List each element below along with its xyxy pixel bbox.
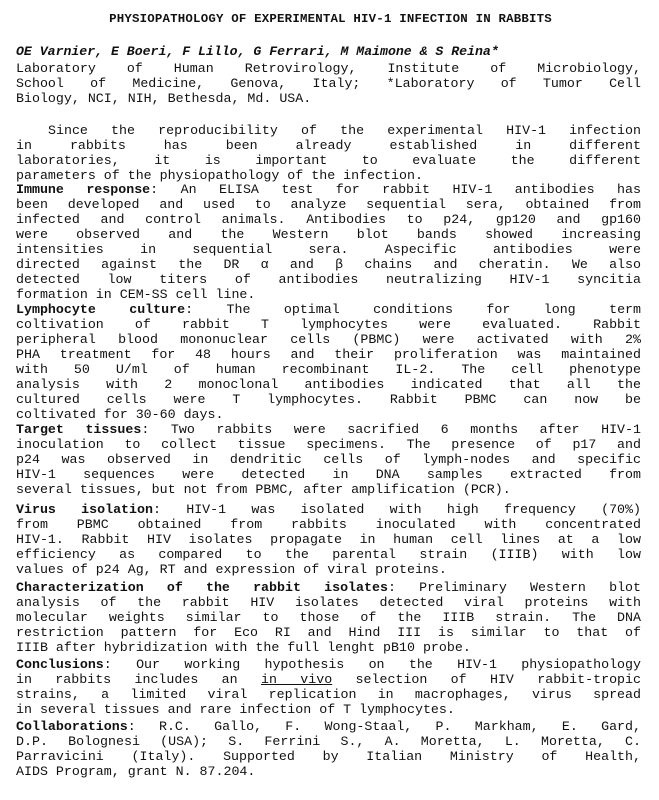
virus-isolation-first-line: Virus isolation: HIV-1 was isolated with high frequency (70%)	[16, 502, 641, 517]
collaborations-heading: Collaborations	[16, 719, 128, 734]
immune-response-line: intensities in sequential sera. Aspecific antibodies were	[16, 242, 641, 257]
conclusions-line: in several tissues and rare infection of T lymphocytes.	[16, 702, 455, 717]
virus-isolation-line: HIV-1. Rabbit HIV isolates propagate in human cell lines at a low	[16, 532, 641, 547]
characterization-line: restriction pattern for Eco RI and Hind III is similar to that of	[16, 625, 641, 640]
characterization-heading: Characterization of the rabbit isolates	[16, 580, 388, 595]
affiliation-line: School of Medicine, Genova, Italy; *Laboratory of Tumor Cell	[16, 76, 641, 91]
collaborations-line: AIDS Program, grant N. 87.204.	[16, 764, 256, 779]
immune-response-first-line: Immune response: An ELISA test for rabbit HIV-1 antibodies has	[16, 182, 641, 197]
conclusions-line: strains, a limited viral replication in macrophages, virus spread	[16, 687, 641, 702]
collaborations-first-line: Collaborations: R.C. Gallo, F. Wong-Staal, P. Markham, E. Gard,	[16, 719, 641, 734]
virus-isolation-line: from PBMC obtained from rabbits inoculated with concentrated	[16, 517, 641, 532]
characterization-line: molecular weights similar to those of the IIIB strain. The DNA	[16, 610, 641, 625]
in-vivo-underlined: in vivo	[260, 672, 333, 687]
conclusions-heading: Conclusions	[16, 657, 104, 672]
affiliation-line: Biology, NCI, NIH, Bethesda, Md. USA.	[16, 91, 312, 106]
lymphocyte-culture-line: analysis with 2 monoclonal antibodies indicated that all the	[16, 377, 641, 392]
immune-response-heading: Immune response	[16, 182, 151, 197]
target-tissues-line: several tissues, but not from PBMC, after amplification (PCR).	[16, 482, 511, 497]
immune-response-line: formation in CEM-SS cell line.	[16, 287, 256, 302]
immune-response-line: detected low titers of antibodies neutralizing HIV-1 syncitia	[16, 272, 641, 287]
target-tissues-line: HIV-1 sequences were detected in DNA samples extracted from	[16, 467, 641, 482]
virus-isolation-line: efficiency as compared to the parental strain (IIIB) with low	[16, 547, 641, 562]
lymphocyte-culture-line: peripheral blood mononuclear cells (PBMC) were activated with 2%	[16, 332, 641, 347]
lymphocyte-culture-line: PHA treatment for 48 hours and their proliferation was maintained	[16, 347, 641, 362]
characterization-first-line: Characterization of the rabbit isolates: Preliminary Western blot	[16, 580, 642, 595]
lymphocyte-culture-heading: Lymphocyte culture	[16, 302, 186, 317]
immune-response-line: directed against the DR α and β chains and cheratin. We also	[16, 257, 641, 272]
characterization-line: analysis of the rabbit HIV isolates detected viral proteins with	[16, 595, 641, 610]
immune-response-line: were observed and the Western blot bands showed increasing	[16, 227, 641, 242]
target-tissues-heading: Target tissues	[16, 422, 142, 437]
immune-response-line: infected and control animals. Antibodies to p24, gp120 and gp160	[16, 212, 641, 227]
lymphocyte-culture-line: coltivated for 30-60 days.	[16, 407, 224, 422]
virus-isolation-heading: Virus isolation	[16, 502, 153, 517]
abstract-title: PHYSIOPATHOLOGY OF EXPERIMENTAL HIV-1 INFECTION IN RABBITS	[109, 12, 552, 26]
affiliation-line: Laboratory of Human Retrovirology, Institute of Microbiology,	[16, 61, 641, 76]
lymphocyte-culture-first-line: Lymphocyte culture: The optimal conditions for long term	[16, 302, 642, 317]
target-tissues-first-line: Target tissues: Two rabbits were sacrified 6 months after HIV-1	[16, 422, 641, 437]
target-tissues-line: p24 was observed in dendritic cells of lymph-nodes and specific	[16, 452, 641, 467]
collaborations-line: D.P. Bolognesi (USA); S. Ferrini S., A. Moretta, L. Moretta, C.	[16, 734, 641, 749]
target-tissues-line: inoculation to collect tissue specimens. The presence of p17 and	[16, 437, 641, 452]
collaborations-line: Parravicini (Italy). Supported by Italian Ministry of Health,	[16, 749, 641, 764]
intro-line: parameters of the physiopathology of the infection.	[16, 168, 423, 183]
virus-isolation-line: values of p24 Ag, RT and expression of viral proteins.	[16, 562, 447, 577]
characterization-line: IIIB after hybridization with the full lenght pB10 probe.	[16, 640, 471, 655]
intro-line: in rabbits has been already established in different	[16, 138, 641, 153]
immune-response-line: been developed and used to analyze sequential sera, obtained from	[16, 197, 641, 212]
lymphocyte-culture-line: with 50 U/ml of human recombinant IL-2. The cell phenotype	[16, 362, 641, 377]
intro-line: laboratories, it is important to evaluate the different	[16, 153, 641, 168]
intro-line: Since the reproducibility of the experimental HIV-1 infection	[48, 123, 641, 138]
conclusions-line: in rabbits includes an in vivo selection of HIV rabbit-tropic	[16, 672, 641, 687]
lymphocyte-culture-line: cultured cells were T lymphocytes. Rabbit PBMC can now be	[16, 392, 641, 407]
author-list: OE Varnier, E Boeri, F Lillo, G Ferrari, M Maimone & S Reina*	[16, 44, 499, 59]
lymphocyte-culture-line: coltivation of rabbit T lymphocytes were evaluated. Rabbit	[16, 317, 641, 332]
conclusions-first-line: Conclusions: Our working hypothesis on the HIV-1 physiopathology	[16, 657, 641, 672]
